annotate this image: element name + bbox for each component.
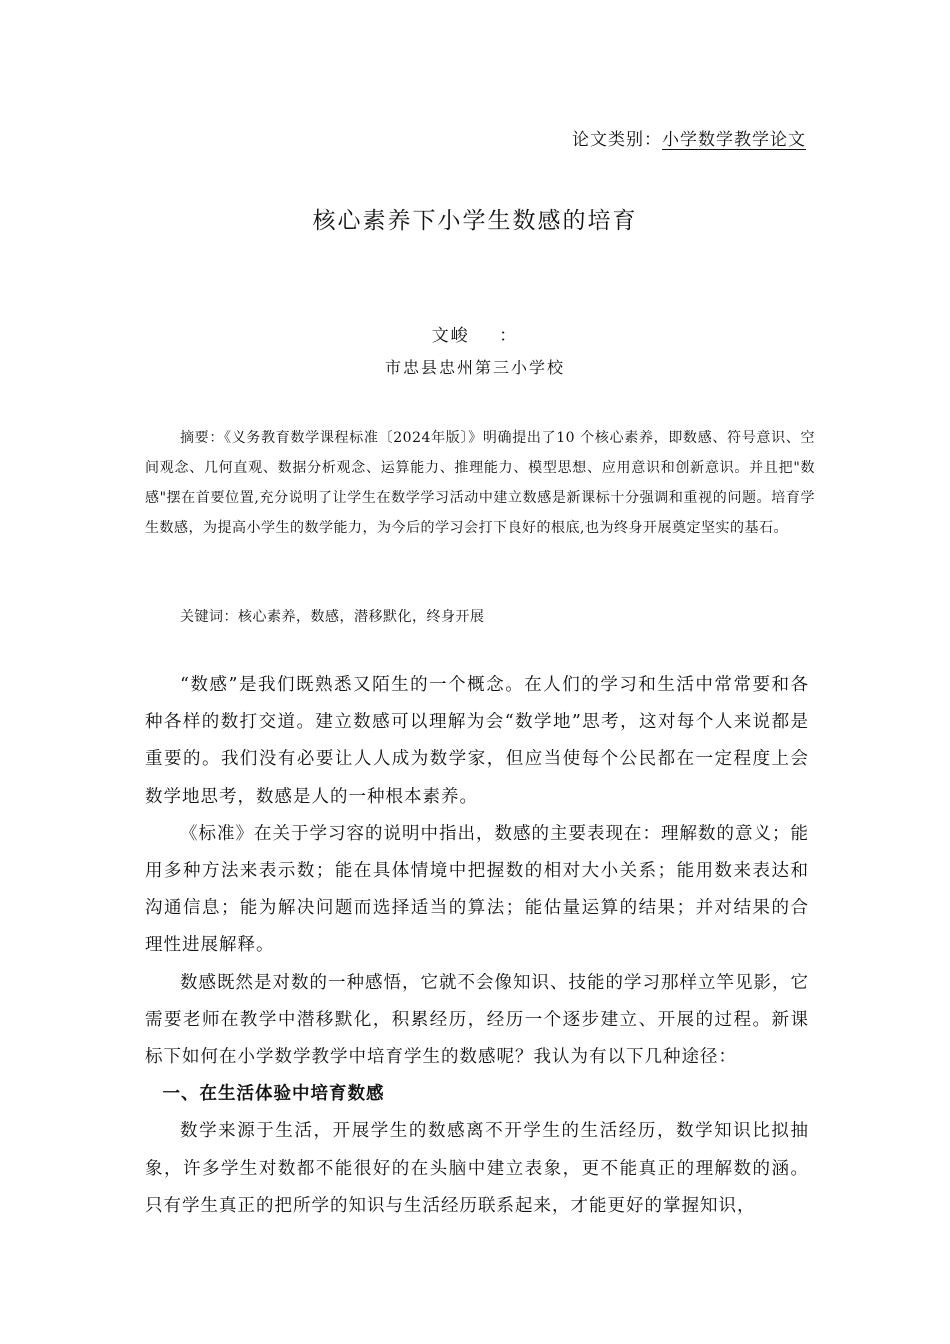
abstract-section (145, 423, 815, 543)
category-value: 小学数学教学论文 (662, 130, 806, 150)
author-name: 文峻 ： (431, 326, 519, 346)
keywords: 关键词：核心素养，数感，潜移默化，终身开展 (180, 609, 485, 625)
abstract-text: 摘要：《义务教育数学课程标准〔2024年版〕》明确提出了10 个核心素养，即数感、符号意识、空间观念、几何直观、数据分析观念、运算能力、推理能力、模型思想、应用意识和创新意识。并且把"数感"摆在首要位置,充分说明了让学生在数学学习活动中建立数感是新课标十分强调和重视的问题。培育学生数感，为提高小学生的数学能力，为今后的学习会打下良好的根底,也为终身开展奠定坚实的基石。 (145, 430, 815, 536)
body-paragraph-4: 数学来源于生活，开展学生的数感离不开学生的生活经历，数学知识比拟抽象，许多学生对数都不能很好的在头脑中建立表象，更不能真正的理解数的涵。只有学生真正的把所学的知识与生活经历联系起来，才能更好的掌握知识， (145, 1121, 809, 1216)
body-text (145, 667, 809, 1225)
author-school: 市忠县忠州第三小学校 (384, 358, 565, 377)
body-paragraph-2: 《标准》在关于学习容的说明中指出，数感的主要表现在：理解数的意义；能用多种方法来表示数；能在具体情境中把握数的相对大小关系；能用数来表达和沟通信息；能为解决问题而选择适当的算法；能估量运算的结果；并对结果的合理性进展解释。 (145, 823, 809, 956)
section-heading-1: 一、在生活体验中培育数感 (162, 1084, 385, 1105)
paper-category (572, 125, 806, 150)
category-label: 论文类别： (572, 130, 662, 150)
body-paragraph-3: 数感既然是对数的一种感悟，它就不会像知识、技能的学习那样立竿见影，它需要老师在教学中潜移默化，积累经历，经历一个逐步建立、开展的过程。新课标下如何在小学数学教学中培育学生的数感呢？我认为有以下几种途径： (145, 972, 809, 1068)
body-paragraph-1: “数感”是我们既熟悉又陌生的一个概念。在人们的学习和生活中常常要和各种各样的数打交道。建立数感可以理解为会“数学地”思考，这对每个人来说都是重要的。我们没有必要让人人成为数学家，但应当使每个公民都在一定程度上会数学地思考，数感是人的一种根本素养。 (145, 675, 809, 807)
paper-title: 核心素养下小学生数感的培育 (312, 208, 638, 234)
